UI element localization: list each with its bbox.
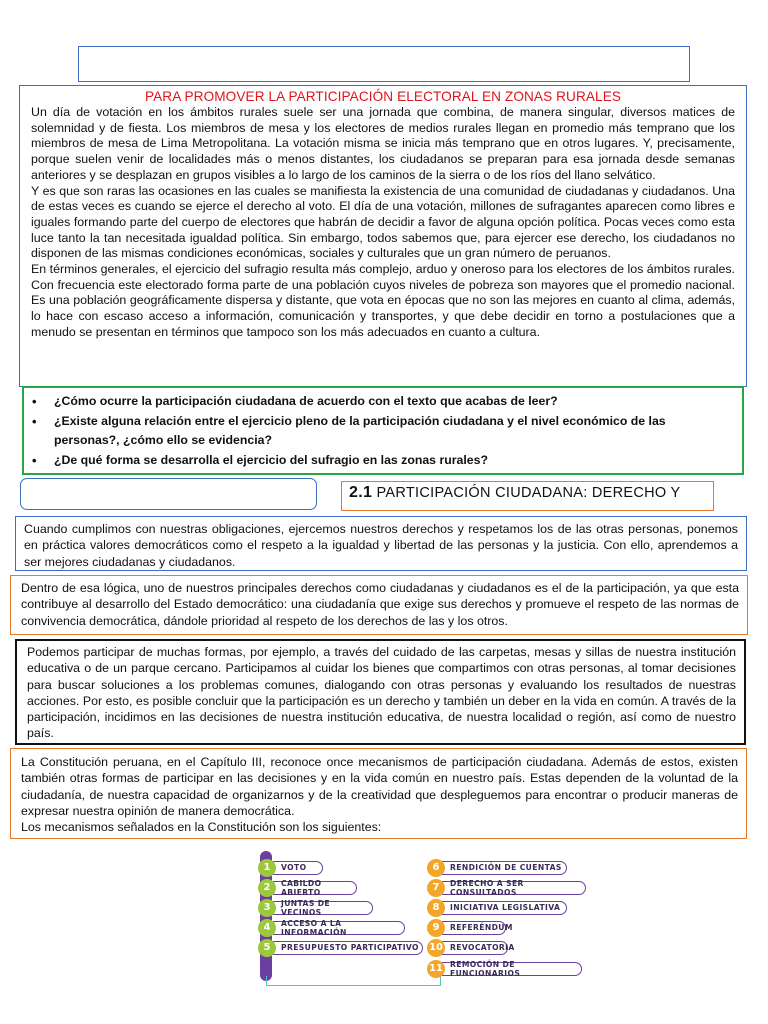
paragraph-participation-box [15, 639, 746, 745]
paragraph-text: Podemos participar de muchas formas, por ejemplo, a través del cuidado de las carpetas, mesas y sillas de nuestra institución educativa o de un parque cercano. Participamos al cuidar los bienes que compartimos con otras personas, al tomar decisiones para buscar soluciones a los problemas comunes, dialogando con otras personas y evaluando los resultados de nuestras acciones. Por esto, es posible concluir que la participación es un derecho y también un deber en la vida en común. A través de la participación, incidimos en las decisiones de nuestra institución educativa, de nuestra localidad o región, así como de nuestro país. [27, 645, 736, 741]
question-item: • ¿Cómo ocurre la participación ciudadana de acuerdo con el texto que acabas de leer? [32, 392, 732, 412]
question-item: • ¿Existe alguna relación entre el ejercicio pleno de la participación ciudadana y el nivel económico de las personas?, ¿cómo ello se evidencia? [32, 412, 732, 451]
title-placeholder-box [78, 46, 690, 82]
mechanism-item-7 [427, 880, 586, 895]
paragraph-text: Los mecanismos señalados en la Constitución son los siguientes: [21, 820, 382, 835]
mechanism-label: RENDICIÓN DE CUENTAS [442, 861, 567, 875]
mechanism-item-10 [427, 940, 515, 955]
mechanism-badge: 5 [258, 939, 276, 957]
mechanism-label: PRESUPUESTO PARTICIPATIVO [273, 941, 423, 955]
mechanism-item-2 [258, 880, 357, 895]
reading-paragraph: Y es que son raras las ocasiones en las cuales se manifiesta la existencia de una comunidad de ciudadanas y ciudadanos. Una de estas veces es cuando se ejerce el derecho al voto. El día de una votación, millones de sufragantes aparecen como libres e iguales formando parte del cuerpo de electores que habrán de decidir a favor de alguna opción política. Pocas veces como esta luce tanto la tan necesitada igualdad política. Sin embargo, todos sabemos que, para ejercer ese derecho, los ciudadanos no disponen de las mismas condiciones económicas, sociales y culturales que un gran número de peruanos. [31, 183, 735, 261]
mechanism-label: DERECHO A SER CONSULTADOS [442, 881, 586, 895]
mechanism-item-9 [427, 920, 513, 935]
reading-title: PARA PROMOVER LA PARTICIPACIÓN ELECTORAL EN ZONAS RURALES [144, 89, 622, 104]
paragraph-rights-box [10, 575, 748, 635]
section-heading [341, 481, 714, 511]
mechanism-badge: 11 [427, 960, 445, 978]
mechanism-item-6 [427, 860, 567, 875]
paragraph-values-box [15, 516, 747, 571]
question-item: • ¿De qué forma se desarrolla el ejercicio del sufragio en las zonas rurales? [32, 451, 732, 471]
mechanism-label: VOTO [273, 861, 323, 875]
section-title: PARTICIPACIÓN CIUDADANA: DERECHO Y [376, 485, 681, 501]
mechanism-item-5 [258, 940, 423, 955]
mechanism-badge: 3 [258, 899, 276, 917]
paragraph-text: Cuando cumplimos con nuestras obligaciones, ejercemos nuestros derechos y respetamos los de las otras personas, ponemos en práctica valores democráticos como el respeto a la igualdad y libertad de las personas y la justicia. Con ello, aprendemos a ser mejores ciudadanas y ciudadanos. [24, 522, 738, 569]
mechanism-badge: 8 [427, 899, 445, 917]
reading-paragraph: Un día de votación en los ámbitos rurales suele ser una jornada que combina, de manera singular, diversos matices de solemnidad y de fiesta. Los miembros de mesa y los electores de medios rurales llegan en promedio más temprano que los miembros de mesa de Lima Metropolitana. La votación misma se inicia más temprano que en otros lugares. Y, precisamente, porque suelen venir de localidades más o menos distantes, los ciudadanos se preparan para esa jornada desde semanas anteriores y se desplazan en grupos visibles a lo largo de los caminos de la sierra o de los ríos del llano selvático. [31, 105, 735, 182]
questions-box [22, 386, 744, 475]
mechanism-item-11 [427, 961, 582, 976]
questions-list [32, 392, 732, 470]
mechanism-item-8 [427, 900, 567, 915]
section-number: 2.1 [349, 484, 373, 501]
mechanism-item-1 [258, 860, 323, 875]
mechanism-badge: 6 [427, 859, 445, 877]
mechanism-label: INICIATIVA LEGISLATIVA [442, 901, 567, 915]
paragraph-constitution-box [10, 748, 747, 839]
mechanism-badge: 10 [427, 939, 445, 957]
section-tab-placeholder [20, 478, 317, 510]
mechanism-badge: 1 [258, 859, 276, 877]
mechanism-badge: 7 [427, 879, 445, 897]
mechanism-label: ACCESO A LA INFORMACIÓN [273, 921, 405, 935]
paragraph-text: La Constitución peruana, en el Capítulo III, reconoce once mecanismos de participación ciudadana. Además de estos, existen también otras formas de participar en las decisiones y en la vida común en nuestro país. Estas dependen de la voluntad de la ciudadanía, de nuestra capacidad de organizarnos y de la creatividad que despleguemos para encontrar o producir maneras de expresar nuestra opinión de manera democrática. [21, 755, 738, 818]
mechanism-item-4 [258, 920, 405, 935]
paragraph-text: Dentro de esa lógica, uno de nuestros principales derechos como ciudadanas y ciudadanos es el de la participación, ya que esta contribuye al desarrollo del Estado democrático: una ciudadanía que exige sus derechos y promueve el respeto de las normas de convivencia democrática, dándole prioridad al respeto de los derechos de las y los otros. [21, 581, 739, 628]
mechanism-label: CABILDO ABIERTO [273, 881, 357, 895]
mechanism-badge: 9 [427, 919, 445, 937]
mechanism-label: REVOCATORIA [442, 941, 508, 955]
mechanism-badge: 2 [258, 879, 276, 897]
mechanism-label: REFERÉNDUM [442, 921, 506, 935]
mechanism-badge: 4 [258, 919, 276, 937]
reading-paragraph: En términos generales, el ejercicio del sufragio resulta más complejo, arduo y oneroso para los electores de los ámbitos rurales. Con frecuencia este electorado forma parte de una población cuyos niveles de pobreza son mayores que el promedio nacional. Es una población geográficamente dispersa y distante, que vota en épocas que no son las mejores en cuanto al clima, además, lo hace con escaso acceso a información, comunicación y transportes, y que debe decidir en torno a postulaciones que a menudo se presentan en términos que tampoco son los más adecuados en cuanto a cultura. [31, 262, 735, 339]
mechanisms-infographic [252, 849, 582, 987]
reading-box [19, 85, 747, 387]
infographic-baseline [266, 976, 441, 986]
mechanism-label: REMOCIÓN DE FUNCIONARIOS [442, 962, 582, 976]
mechanism-label: JUNTAS DE VECINOS [273, 901, 373, 915]
mechanism-item-3 [258, 900, 373, 915]
